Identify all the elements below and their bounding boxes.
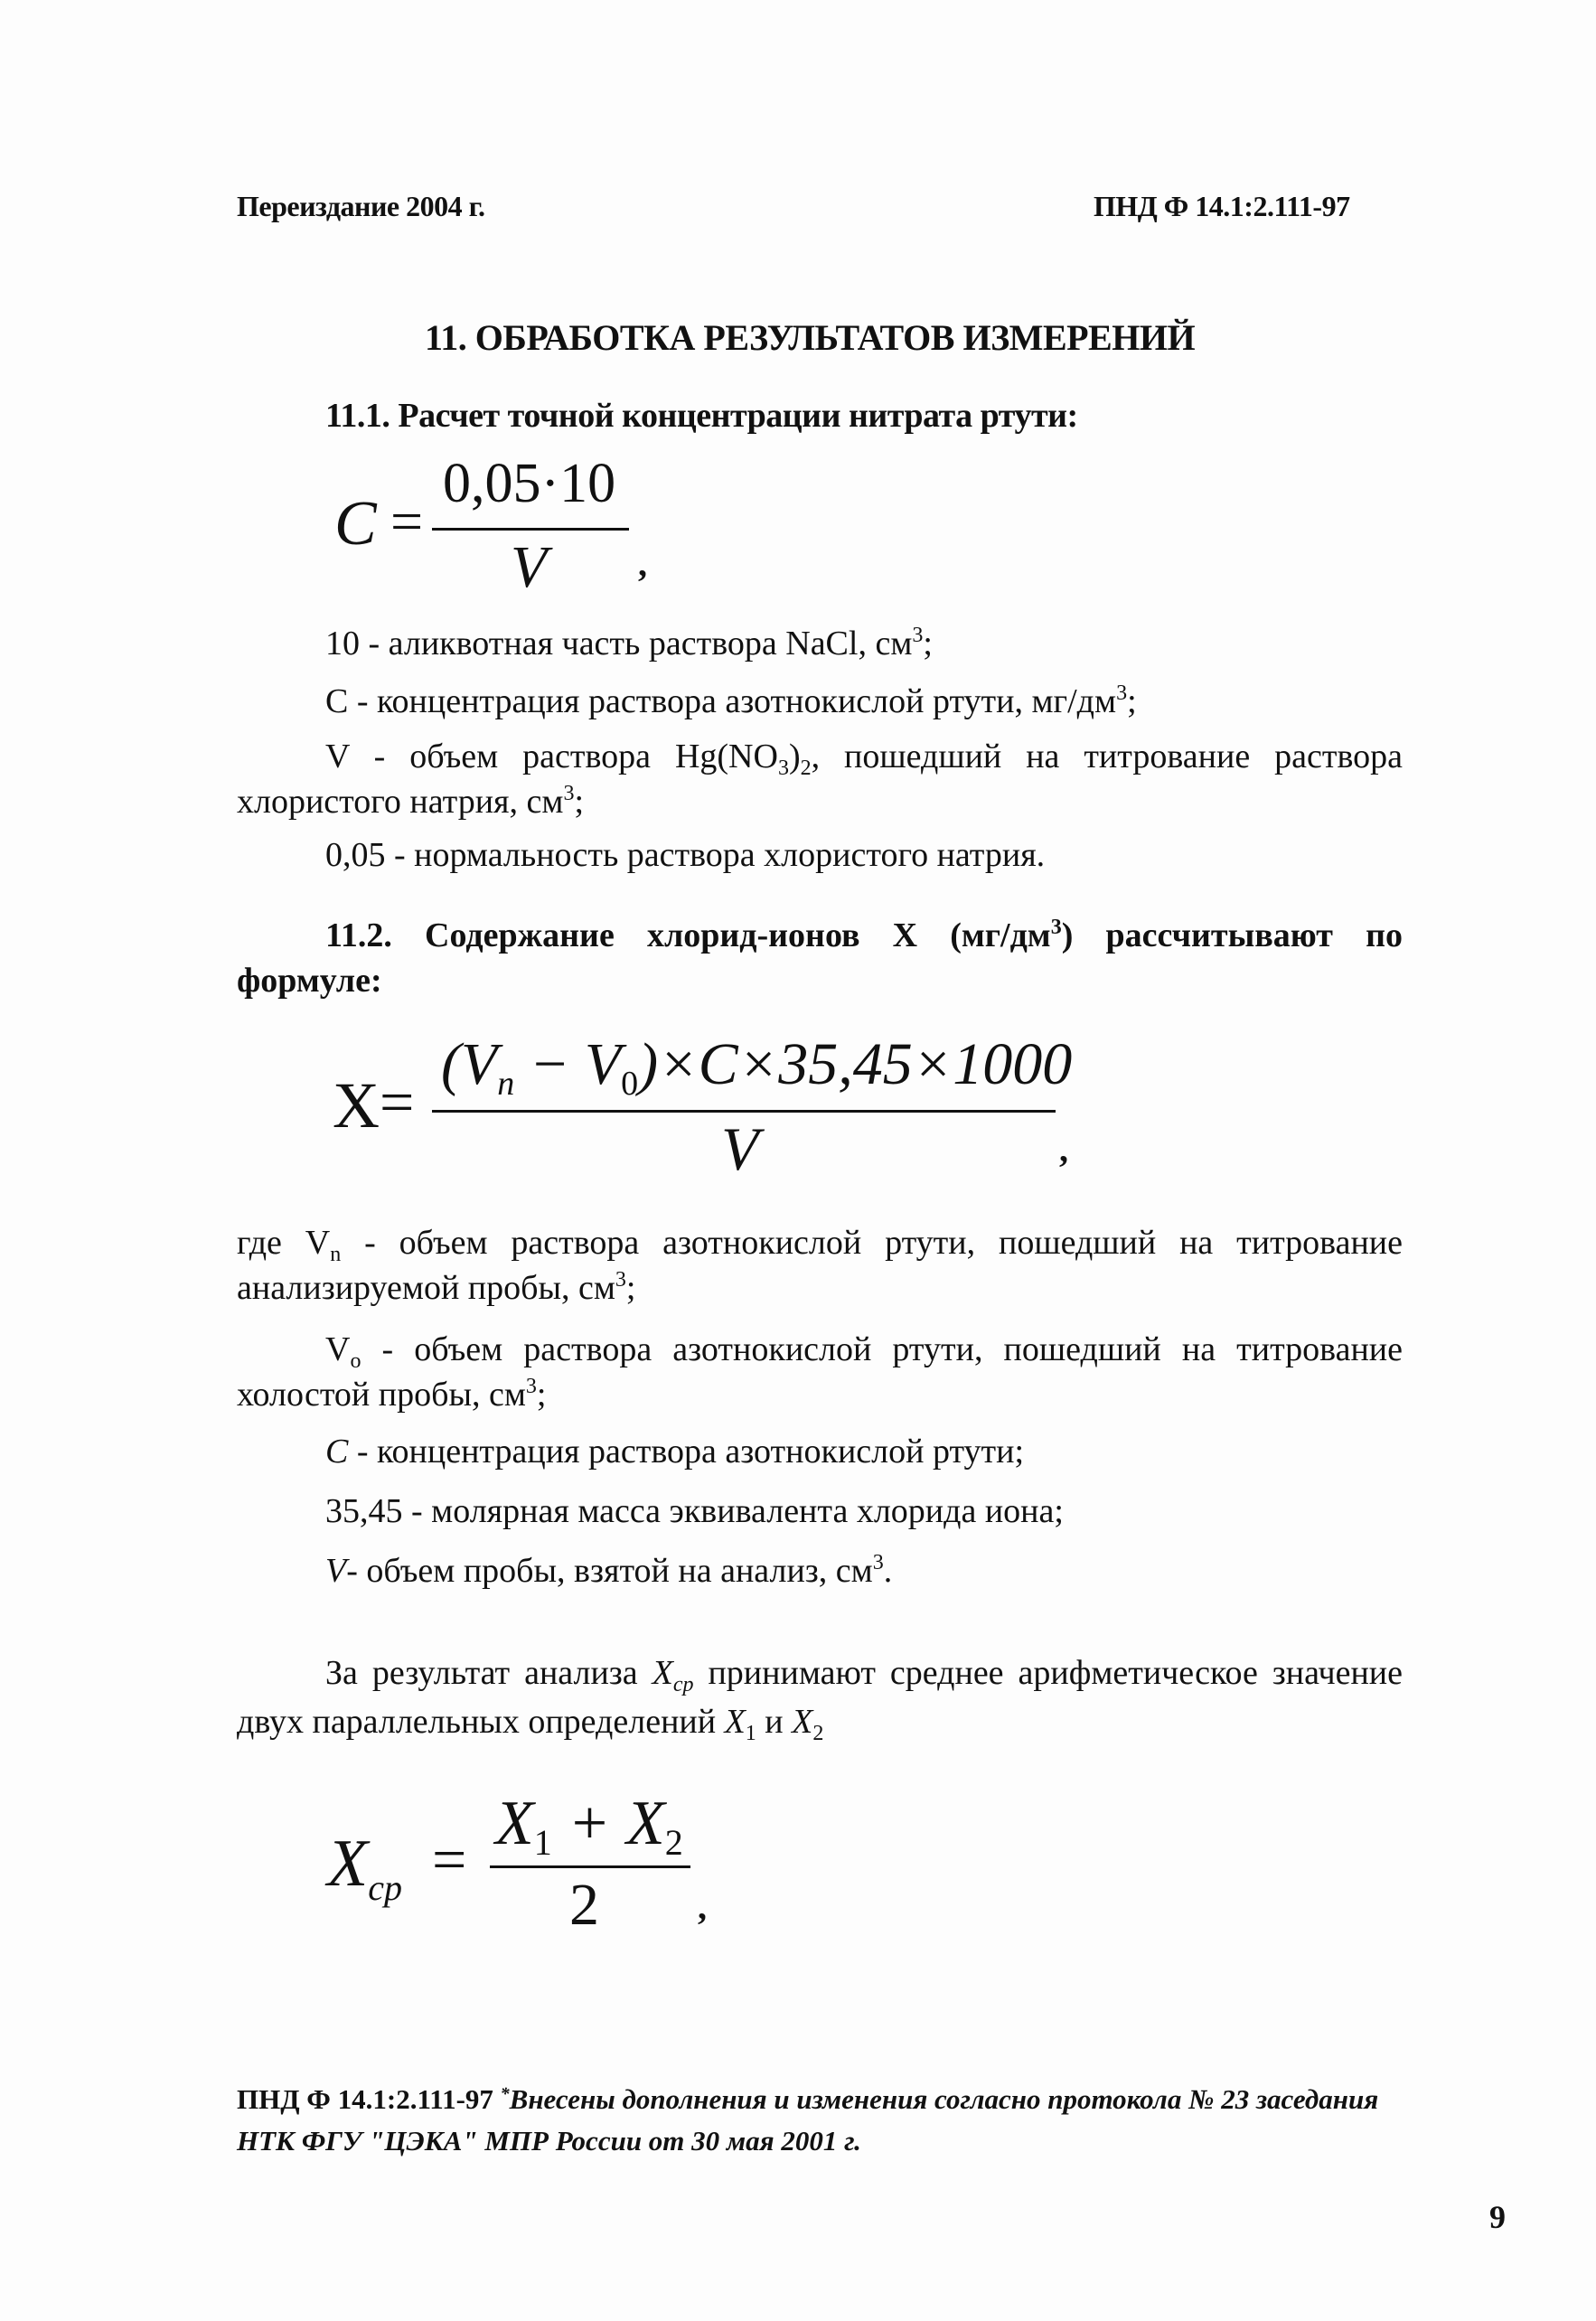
page-number: 9 [1489, 2199, 1506, 2235]
fraction-bar [432, 1110, 1056, 1113]
formula-avg-equals: = [432, 1825, 467, 1893]
reissue-note: Переиздание 2004 г. [237, 190, 485, 222]
definition-aliquot: 10 - аликвотная часть раствора NaCl, $см^3$; [325, 624, 933, 662]
section-title: 11. ОБРАБОТКА РЕЗУЛЬТАТОВ ИЗМЕРЕНИЙ [425, 317, 1196, 358]
formula-denominator: V [511, 534, 548, 600]
formula-x-denominator: V [721, 1114, 759, 1183]
fraction-bar [432, 528, 629, 531]
formula-avg-comma: , [698, 1886, 707, 1927]
definition-v0: $V_о$ - объем раствора азотнокислой ртути, пошедший на титрование холостой пробы, $см^3$; [237, 1330, 1403, 1414]
definition-normality: 0,05 - нормальность раствора хлористого натрия. [325, 836, 1046, 874]
fraction-bar [490, 1865, 690, 1868]
definition-volume-titrant: V - объем раствора $Hg(NO_3)_2$, пошедший на титрование раствора хлористого натрия, $см^3$; [237, 738, 1403, 821]
subsection-11-2-heading: 11.2. Содержание хлорид-ионов Х $(мг/дм^3)$ рассчитывают по формуле: [237, 916, 1404, 1000]
formula-x-lhs: X [333, 1069, 380, 1142]
formula-avg-lhs: $X_{cp}$ [327, 1827, 402, 1908]
document-code: ПНД Ф 14.1:2.111-97 [1094, 190, 1350, 222]
formula-avg-denominator: 2 [569, 1872, 599, 1938]
formula-numerator: 0,05·10 [443, 453, 616, 514]
definition-vn: где $V_n$ - объем раствора азотнокислой ртути, пошедший на титрование анализируемой пробы, $см^3$; [237, 1224, 1403, 1307]
formula-comma: , [638, 543, 647, 584]
subsection-11-1-heading: 11.1. Расчет точной концентрации нитрата ртути: [325, 397, 1078, 435]
definition-c: C - концентрация раствора азотнокислой ртути; [325, 1433, 1025, 1471]
definition-concentration: С - концентрация раствора азотнокислой ртути, $мг/дм^3$; [325, 681, 1137, 720]
formula-x-equals: = [380, 1067, 415, 1136]
definition-molar-mass: 35,45 - молярная масса эквивалента хлорида иона; [325, 1492, 1064, 1530]
footnote: ПНД Ф 14.1:2.111-97 *Внесены дополнения и изменения согласно протокола № 23 заседания НТК ФГУ "ЦЭКА" МПР России от 30 мая 2001 г. [237, 2083, 1379, 2157]
formula-x-numerator: $(V_n - V_0)\times C\times 35,45\times 1000$ [441, 1031, 1073, 1103]
formula-lhs: C [334, 489, 377, 559]
formula-equals: = [390, 489, 424, 553]
result-paragraph: За результат анализа $X_{ср}$ принимают среднее арифметическое значение двух параллельных определений $X_1$ и $X_2$ [237, 1654, 1404, 1745]
definition-sample-volume: V- объем пробы, взятой на анализ, $см^3$. [325, 1551, 893, 1590]
formula-avg-numerator: $X_1 + X_2$ [495, 1789, 683, 1863]
formula-x-comma: , [1059, 1129, 1068, 1170]
